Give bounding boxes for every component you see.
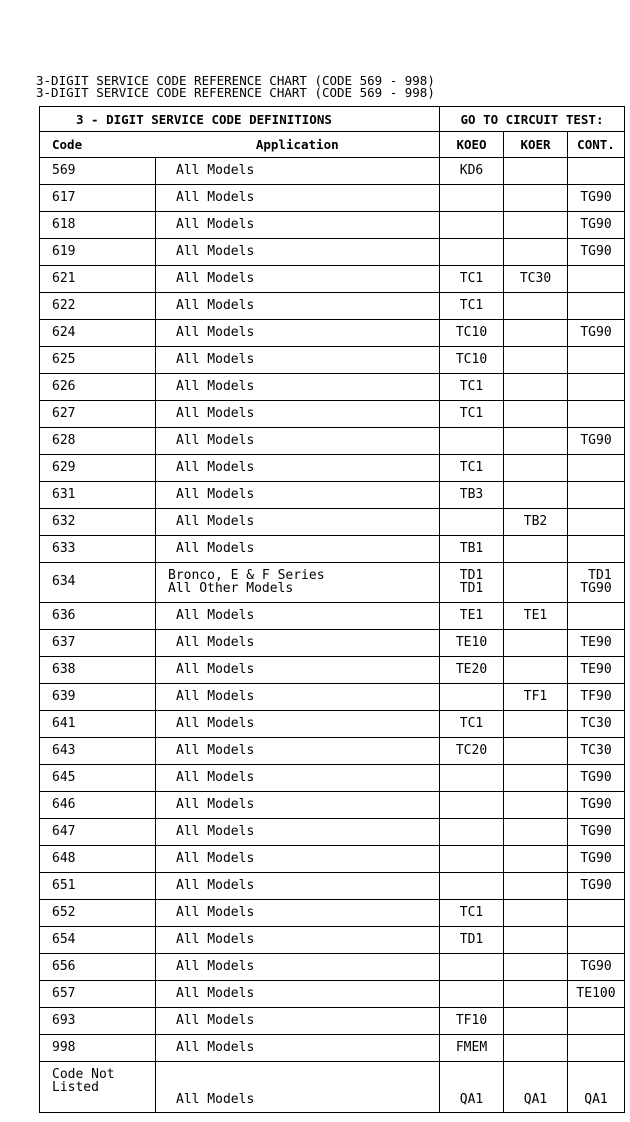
koer-cell [504,792,568,819]
application-cell: All Models [156,1035,440,1062]
service-code-table [39,106,625,1113]
application-cell: All Models [156,401,440,428]
koer-column-header: KOER [504,132,568,158]
koeo-cell: TF10 [440,1008,504,1035]
koeo-cell [440,819,504,846]
code-cell: 638 [40,657,156,684]
code-cell: 643 [40,738,156,765]
table-row [40,792,625,819]
koer-cell [504,401,568,428]
circuit-test-header: GO TO CIRCUIT TEST: [440,107,625,132]
cont-cell: TG90 [568,320,625,347]
application-cell: All Models [156,266,440,293]
table-row [40,981,625,1008]
application-cell: All Models [156,819,440,846]
table-row [40,630,625,657]
code-cell: 629 [40,455,156,482]
table-row [40,900,625,927]
cont-cell: TG90 [568,765,625,792]
koeo-cell [440,212,504,239]
application-cell: All Models [156,792,440,819]
koer-cell [504,212,568,239]
cont-cell [568,509,625,536]
table-row [40,455,625,482]
table-row [40,266,625,293]
chart-title-repeat: 3-DIGIT SERVICE CODE REFERENCE CHART (CODE 569 - 998) [36,85,435,100]
koeo-cell: TD1 [440,927,504,954]
code-cell: 641 [40,711,156,738]
code-cell: 621 [40,266,156,293]
koeo-cell: TC10 [440,320,504,347]
application-cell: All Models [156,981,440,1008]
application-cell: All Models [156,482,440,509]
cont-cell [568,927,625,954]
application-cell: All Models [156,657,440,684]
table-row [40,657,625,684]
koer-cell [504,738,568,765]
koer-cell [504,320,568,347]
cont-cell: QA1 [568,1062,625,1113]
code-cell: 634 [40,563,156,603]
cont-cell: TG90 [568,954,625,981]
table-row [40,482,625,509]
application-cell: All Models [156,1008,440,1035]
koer-cell [504,563,568,603]
code-cell: 633 [40,536,156,563]
code-cell: 654 [40,927,156,954]
koer-cell [504,1035,568,1062]
table-row [40,158,625,185]
cont-cell: TE90 [568,630,625,657]
koer-cell [504,846,568,873]
cont-cell [568,455,625,482]
application-cell: All Models [156,846,440,873]
code-cell: 628 [40,428,156,455]
koeo-cell: TC1 [440,374,504,401]
koer-cell [504,428,568,455]
koer-cell [504,239,568,266]
table-row [40,765,625,792]
koeo-cell: FMEM [440,1035,504,1062]
koer-cell [504,927,568,954]
table-row [40,711,625,738]
cont-column-header: CONT. [568,132,625,158]
koeo-cell: TC1 [440,293,504,320]
koeo-cell [440,981,504,1008]
koeo-cell: TC1 [440,266,504,293]
koer-cell [504,900,568,927]
application-cell: All Models [156,158,440,185]
code-cell: 636 [40,603,156,630]
koer-cell [504,347,568,374]
table-row [40,954,625,981]
cont-cell: TG90 [568,819,625,846]
application-cell: All Models [156,185,440,212]
application-cell: All Models [156,212,440,239]
koeo-cell: TE10 [440,630,504,657]
code-cell: 645 [40,765,156,792]
code-cell: 619 [40,239,156,266]
koer-cell: TE1 [504,603,568,630]
code-cell: 624 [40,320,156,347]
cont-cell [568,1008,625,1035]
cont-cell: TF90 [568,684,625,711]
koer-cell: TC30 [504,266,568,293]
code-cell: 618 [40,212,156,239]
koer-cell [504,657,568,684]
koeo-cell: TC1 [440,900,504,927]
cont-cell: TC30 [568,711,625,738]
cont-cell: TG90 [568,185,625,212]
application-cell: All Models [156,711,440,738]
table-row [40,401,625,428]
cont-cell [568,536,625,563]
koeo-cell [440,684,504,711]
koeo-cell [440,792,504,819]
koeo-cell: TE20 [440,657,504,684]
table-row [40,603,625,630]
application-cell: All Models [156,536,440,563]
koer-cell [504,374,568,401]
code-cell: Code Not Listed [40,1062,156,1113]
application-column-header: Application [156,132,440,158]
application-cell: All Models [156,954,440,981]
cont-cell: TG90 [568,846,625,873]
koer-cell [504,711,568,738]
code-cell: 631 [40,482,156,509]
koeo-cell [440,846,504,873]
cont-cell: TG90 [568,212,625,239]
table-row [40,1062,625,1113]
cont-cell: TE100 [568,981,625,1008]
application-cell: All Models [156,347,440,374]
cont-cell: TD1 TG90 [568,563,625,603]
code-cell: 637 [40,630,156,657]
koeo-cell [440,765,504,792]
cont-cell [568,900,625,927]
koer-cell: TF1 [504,684,568,711]
koer-cell [504,873,568,900]
koer-cell [504,765,568,792]
code-cell: 625 [40,347,156,374]
koeo-cell: TD1 TD1 [440,563,504,603]
cont-cell [568,347,625,374]
application-cell: All Models [156,900,440,927]
koeo-cell [440,428,504,455]
koer-cell [504,293,568,320]
cont-cell: TG90 [568,239,625,266]
koer-cell [504,1008,568,1035]
cont-cell [568,401,625,428]
koer-cell [504,536,568,563]
koer-cell [504,630,568,657]
code-cell: 639 [40,684,156,711]
application-cell: All Models [156,684,440,711]
table-row [40,239,625,266]
koeo-cell: TB3 [440,482,504,509]
code-cell: 626 [40,374,156,401]
koeo-cell: TC20 [440,738,504,765]
code-cell: 693 [40,1008,156,1035]
code-cell: 652 [40,900,156,927]
table-row [40,684,625,711]
koeo-cell [440,954,504,981]
code-cell: 656 [40,954,156,981]
table-row [40,563,625,603]
application-cell: All Models [156,873,440,900]
koeo-cell: TE1 [440,603,504,630]
koer-cell: TB2 [504,509,568,536]
application-cell: All Models [156,293,440,320]
code-cell: 651 [40,873,156,900]
koeo-cell: TC1 [440,455,504,482]
table-row [40,536,625,563]
koeo-column-header: KOEO [440,132,504,158]
code-column-header: Code [40,132,156,158]
koeo-cell: KD6 [440,158,504,185]
table-row [40,1008,625,1035]
application-cell: All Models [156,765,440,792]
application-cell: Bronco, E & F Series All Other Models [156,563,440,603]
table-row [40,428,625,455]
koer-cell [504,819,568,846]
koer-cell [504,158,568,185]
application-cell: All Models [156,239,440,266]
code-cell: 632 [40,509,156,536]
cont-cell [568,603,625,630]
koer-cell [504,482,568,509]
koeo-cell: QA1 [440,1062,504,1113]
table-row [40,819,625,846]
application-cell: All Models [156,428,440,455]
cont-cell: TG90 [568,873,625,900]
code-cell: 648 [40,846,156,873]
cont-cell: TC30 [568,738,625,765]
application-cell: All Models [156,1062,440,1113]
koeo-cell: TB1 [440,536,504,563]
table-row [40,185,625,212]
application-cell: All Models [156,630,440,657]
koeo-cell [440,873,504,900]
table-row [40,320,625,347]
code-cell: 646 [40,792,156,819]
application-cell: All Models [156,509,440,536]
koeo-cell [440,239,504,266]
koer-cell: QA1 [504,1062,568,1113]
koer-cell [504,455,568,482]
table-row [40,212,625,239]
cont-cell [568,482,625,509]
code-cell: 998 [40,1035,156,1062]
table-row [40,347,625,374]
code-cell: 627 [40,401,156,428]
chart-title: 3-DIGIT SERVICE CODE REFERENCE CHART (CODE 569 - 998) [36,73,435,88]
koeo-cell [440,509,504,536]
application-cell: All Models [156,374,440,401]
cont-cell: TE90 [568,657,625,684]
koeo-cell: TC10 [440,347,504,374]
koeo-cell: TC1 [440,401,504,428]
cont-cell: TG90 [568,428,625,455]
koeo-cell [440,185,504,212]
table-row [40,374,625,401]
cont-cell [568,158,625,185]
cont-cell [568,293,625,320]
code-cell: 622 [40,293,156,320]
application-cell: All Models [156,455,440,482]
definitions-header: 3 - DIGIT SERVICE CODE DEFINITIONS [40,107,440,132]
application-cell: All Models [156,738,440,765]
koer-cell [504,954,568,981]
application-cell: All Models [156,320,440,347]
koer-cell [504,981,568,1008]
cont-cell [568,266,625,293]
code-cell: 657 [40,981,156,1008]
table-row [40,846,625,873]
koeo-cell: TC1 [440,711,504,738]
table-row [40,1035,625,1062]
cont-cell [568,374,625,401]
code-cell: 617 [40,185,156,212]
cont-cell: TG90 [568,792,625,819]
table-row [40,927,625,954]
table-row [40,509,625,536]
cont-cell [568,1035,625,1062]
application-cell: All Models [156,927,440,954]
table-row [40,293,625,320]
table-row [40,738,625,765]
code-cell: 569 [40,158,156,185]
table-row [40,873,625,900]
code-cell: 647 [40,819,156,846]
koer-cell [504,185,568,212]
application-cell: All Models [156,603,440,630]
